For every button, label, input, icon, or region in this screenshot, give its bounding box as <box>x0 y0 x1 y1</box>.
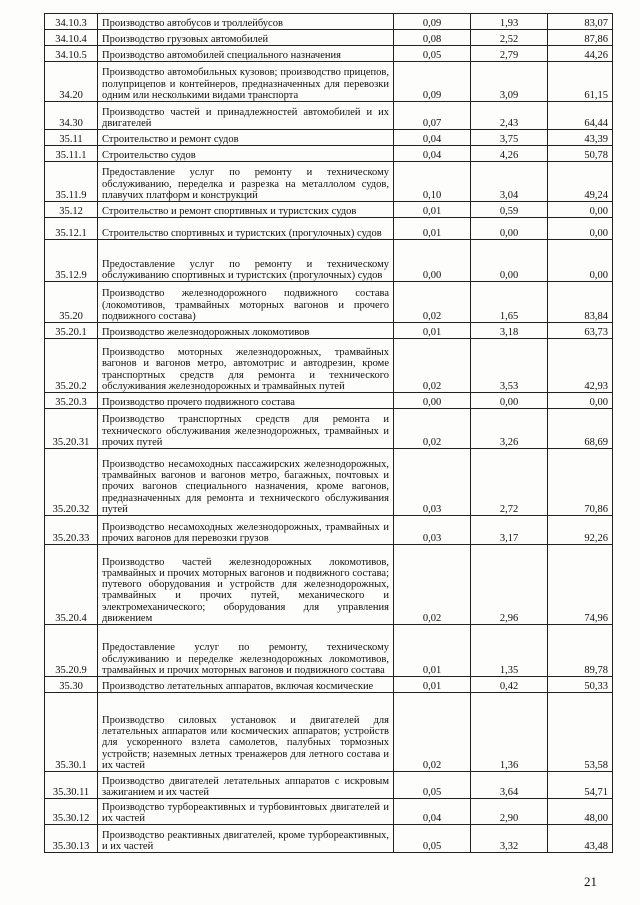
row-value-1: 0,02 <box>394 339 471 393</box>
row-value-2: 2,90 <box>471 799 548 825</box>
row-value-1: 0,04 <box>394 799 471 825</box>
row-value-1: 0,01 <box>394 323 471 339</box>
row-value-2: 2,96 <box>471 545 548 625</box>
table-row <box>45 62 613 102</box>
row-value-3: 42,93 <box>548 339 613 393</box>
row-name: Производство частей и принадлежностей автомобилей и их двигателей <box>98 102 394 130</box>
table-body <box>45 14 613 853</box>
page-number: 21 <box>584 874 597 889</box>
row-name: Производство железнодорожного подвижного состава (локомотивов, трамвайных моторных вагонов и прочего подвижного состава) <box>98 282 394 323</box>
row-value-1: 0,01 <box>394 202 471 218</box>
row-value-1: 0,01 <box>394 677 471 693</box>
row-value-1: 0,00 <box>394 393 471 409</box>
table-row <box>45 240 613 282</box>
row-name: Предоставление услуг по ремонту, техническому обслуживанию и переделке железнодорожных локомотивов, трамвайных и прочих моторных вагонов и подвижного состава <box>98 625 394 677</box>
row-value-3: 50,33 <box>548 677 613 693</box>
table-row <box>45 323 613 339</box>
row-code: 35.11.9 <box>45 162 98 202</box>
row-name: Производство частей железнодорожных локомотивов, трамвайных и прочих моторных вагонов и подвижного состава; путевого оборудования и устройств для железнодорожных, трамвайных и прочих путей, механического и электромеханического; оборудования для управления движением <box>98 545 394 625</box>
row-name: Производство автобусов и троллейбусов <box>98 14 394 30</box>
row-code: 35.12 <box>45 202 98 218</box>
row-name: Предоставление услуг по ремонту и техническому обслуживанию, переделка и разрезка на металлолом судов, плавучих платформ и конструкций <box>98 162 394 202</box>
row-code: 35.30.11 <box>45 772 98 799</box>
row-name: Производство несамоходных железнодорожных, трамвайных и прочих вагонов для перевозки грузов <box>98 516 394 545</box>
row-value-1: 0,07 <box>394 102 471 130</box>
table-row <box>45 102 613 130</box>
row-value-3: 49,24 <box>548 162 613 202</box>
row-name: Производство автомобилей специального назначения <box>98 46 394 62</box>
table-row <box>45 625 613 677</box>
row-code: 35.20 <box>45 282 98 323</box>
row-value-1: 0,02 <box>394 282 471 323</box>
row-value-1: 0,01 <box>394 218 471 240</box>
row-value-2: 3,64 <box>471 772 548 799</box>
table-row <box>45 799 613 825</box>
row-name: Производство автомобильных кузовов; производство прицепов, полуприцепов и контейнеров, предназначенных для перевозки одним или несколькими видами транспорта <box>98 62 394 102</box>
row-code: 34.20 <box>45 62 98 102</box>
table-row <box>45 46 613 62</box>
row-value-2: 1,65 <box>471 282 548 323</box>
row-value-1: 0,09 <box>394 14 471 30</box>
row-value-3: 87,86 <box>548 30 613 46</box>
table-row <box>45 677 613 693</box>
row-value-2: 3,17 <box>471 516 548 545</box>
row-value-3: 92,26 <box>548 516 613 545</box>
row-value-1: 0,05 <box>394 825 471 853</box>
row-value-3: 50,78 <box>548 146 613 162</box>
row-value-2: 1,93 <box>471 14 548 30</box>
row-value-1: 0,09 <box>394 62 471 102</box>
row-value-1: 0,02 <box>394 545 471 625</box>
row-value-3: 74,96 <box>548 545 613 625</box>
row-value-1: 0,00 <box>394 240 471 282</box>
table-row <box>45 449 613 516</box>
row-name: Предоставление услуг по ремонту и техническому обслуживанию спортивных и туристских (прогулочных) судов <box>98 240 394 282</box>
row-value-2: 3,26 <box>471 409 548 449</box>
row-name: Производство моторных железнодорожных, трамвайных вагонов и вагонов метро, автомотрис и автодрезин, кроме транспортных средств для ремонта и технического обслуживания железнодорожных и трамвайных путей <box>98 339 394 393</box>
row-value-3: 43,48 <box>548 825 613 853</box>
row-code: 35.20.4 <box>45 545 98 625</box>
row-code: 35.20.31 <box>45 409 98 449</box>
row-value-1: 0,04 <box>394 130 471 146</box>
row-name: Производство прочего подвижного состава <box>98 393 394 409</box>
row-code: 35.12.9 <box>45 240 98 282</box>
row-name: Строительство и ремонт спортивных и туристских судов <box>98 202 394 218</box>
row-code: 35.20.9 <box>45 625 98 677</box>
row-value-2: 4,26 <box>471 146 548 162</box>
row-value-3: 44,26 <box>548 46 613 62</box>
table-row <box>45 162 613 202</box>
row-code: 35.30.12 <box>45 799 98 825</box>
row-code: 35.20.32 <box>45 449 98 516</box>
row-value-2: 3,18 <box>471 323 548 339</box>
row-code: 35.20.33 <box>45 516 98 545</box>
row-value-2: 3,04 <box>471 162 548 202</box>
row-value-3: 83,84 <box>548 282 613 323</box>
row-value-3: 70,86 <box>548 449 613 516</box>
row-value-1: 0,02 <box>394 693 471 772</box>
row-code: 34.10.3 <box>45 14 98 30</box>
row-value-3: 61,15 <box>548 62 613 102</box>
row-value-2: 1,35 <box>471 625 548 677</box>
row-name: Строительство и ремонт судов <box>98 130 394 146</box>
row-value-2: 3,53 <box>471 339 548 393</box>
row-value-2: 0,00 <box>471 393 548 409</box>
row-value-2: 0,00 <box>471 240 548 282</box>
row-value-1: 0,03 <box>394 449 471 516</box>
row-value-2: 2,72 <box>471 449 548 516</box>
row-value-1: 0,10 <box>394 162 471 202</box>
row-value-2: 0,00 <box>471 218 548 240</box>
table-row <box>45 693 613 772</box>
row-value-2: 2,43 <box>471 102 548 130</box>
row-code: 35.12.1 <box>45 218 98 240</box>
row-name: Производство силовых установок и двигателей для летательных аппаратов или космических аппаратов; устройств для ускоренного взлета самолетов, палубных тормозных устройств; наземных летных тренажеров для летного состава и их частей <box>98 693 394 772</box>
row-value-3: 53,58 <box>548 693 613 772</box>
row-code: 34.10.5 <box>45 46 98 62</box>
row-name: Производство грузовых автомобилей <box>98 30 394 46</box>
table-row <box>45 282 613 323</box>
row-value-1: 0,05 <box>394 772 471 799</box>
row-name: Производство железнодорожных локомотивов <box>98 323 394 339</box>
data-table <box>44 13 613 853</box>
row-value-2: 3,32 <box>471 825 548 853</box>
row-code: 34.10.4 <box>45 30 98 46</box>
row-value-2: 3,09 <box>471 62 548 102</box>
row-value-2: 0,42 <box>471 677 548 693</box>
row-code: 35.30.1 <box>45 693 98 772</box>
row-value-1: 0,02 <box>394 409 471 449</box>
row-value-3: 64,44 <box>548 102 613 130</box>
row-name: Производство реактивных двигателей, кроме турбореактивных, и их частей <box>98 825 394 853</box>
row-code: 35.20.2 <box>45 339 98 393</box>
table-row <box>45 218 613 240</box>
row-value-3: 0,00 <box>548 202 613 218</box>
row-value-2: 2,79 <box>471 46 548 62</box>
table-row <box>45 772 613 799</box>
table-row <box>45 146 613 162</box>
table-row <box>45 30 613 46</box>
row-value-3: 68,69 <box>548 409 613 449</box>
row-value-3: 0,00 <box>548 240 613 282</box>
table-row <box>45 545 613 625</box>
row-value-1: 0,04 <box>394 146 471 162</box>
row-value-3: 83,07 <box>548 14 613 30</box>
row-value-3: 0,00 <box>548 218 613 240</box>
row-value-3: 54,71 <box>548 772 613 799</box>
row-code: 35.20.3 <box>45 393 98 409</box>
row-value-3: 0,00 <box>548 393 613 409</box>
row-value-1: 0,05 <box>394 46 471 62</box>
row-value-1: 0,08 <box>394 30 471 46</box>
row-value-3: 63,73 <box>548 323 613 339</box>
table-row <box>45 393 613 409</box>
row-value-2: 1,36 <box>471 693 548 772</box>
table-row <box>45 202 613 218</box>
row-code: 34.30 <box>45 102 98 130</box>
table-row <box>45 825 613 853</box>
table-row <box>45 409 613 449</box>
row-name: Производство двигателей летательных аппаратов с искровым зажиганием и их частей <box>98 772 394 799</box>
row-code: 35.11 <box>45 130 98 146</box>
row-value-2: 2,52 <box>471 30 548 46</box>
row-value-2: 0,59 <box>471 202 548 218</box>
table-row <box>45 516 613 545</box>
row-name: Производство турбореактивных и турбовинтовых двигателей и их частей <box>98 799 394 825</box>
row-value-2: 3,75 <box>471 130 548 146</box>
row-name: Производство транспортных средств для ремонта и технического обслуживания железнодорожных, трамвайных и прочих путей <box>98 409 394 449</box>
row-value-3: 89,78 <box>548 625 613 677</box>
row-code: 35.30.13 <box>45 825 98 853</box>
row-value-1: 0,01 <box>394 625 471 677</box>
row-name: Строительство судов <box>98 146 394 162</box>
row-value-3: 43,39 <box>548 130 613 146</box>
table-row <box>45 14 613 30</box>
row-name: Производство летательных аппаратов, включая космические <box>98 677 394 693</box>
row-code: 35.30 <box>45 677 98 693</box>
table-row <box>45 130 613 146</box>
row-name: Строительство спортивных и туристских (прогулочных) судов <box>98 218 394 240</box>
row-value-1: 0,03 <box>394 516 471 545</box>
row-value-3: 48,00 <box>548 799 613 825</box>
row-name: Производство несамоходных пассажирских железнодорожных, трамвайных вагонов и вагонов метро, багажных, почтовых и прочих вагонов специального назначения, кроме вагонов, предназначенных для ремонта и технического обслуживания путей <box>98 449 394 516</box>
table-row <box>45 339 613 393</box>
row-code: 35.20.1 <box>45 323 98 339</box>
row-code: 35.11.1 <box>45 146 98 162</box>
